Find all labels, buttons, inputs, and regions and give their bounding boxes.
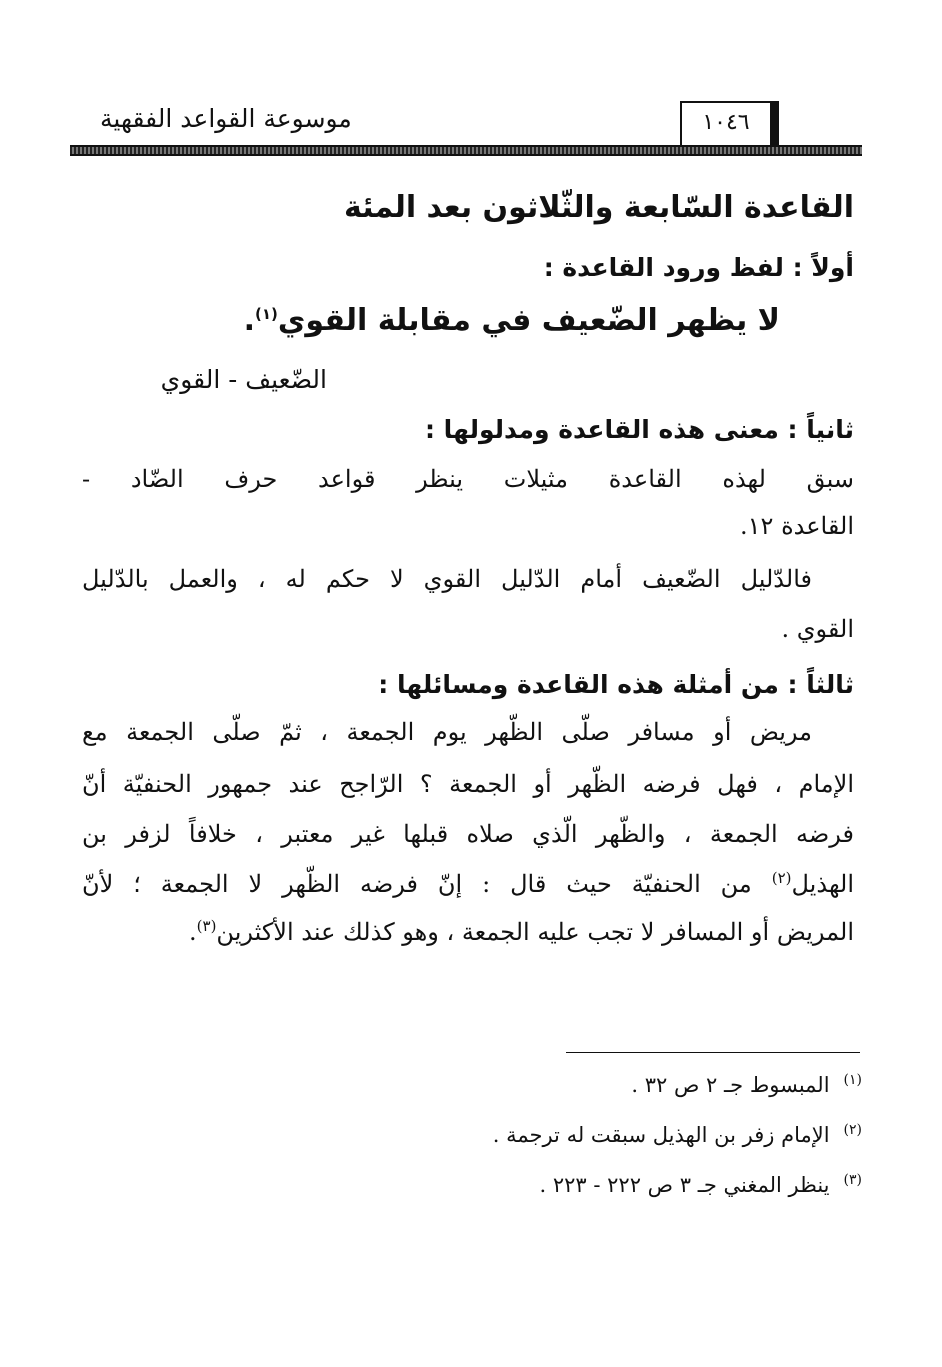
footnote-ref-3: (٣) [196, 917, 217, 935]
rule-keywords: الضّعيف - القوي [160, 365, 327, 394]
footnote-1 [631, 1072, 862, 1097]
footnote-1-text: المبسوط جـ ٢ ص ٣٢ . [631, 1073, 830, 1097]
page-number: ١٠٤٦ [702, 110, 750, 135]
footnote-3-mark: (٣) [843, 1172, 862, 1188]
page-number-box-shadow [772, 101, 779, 147]
meaning-line-4: القوي . [781, 615, 854, 643]
section-heading-examples: ثالثاً : من أمثلة هذه القاعدة ومسائلها : [378, 670, 854, 699]
example-line-4-start: الهذيل [791, 870, 854, 898]
footnote-ref-2: (٢) [771, 869, 792, 887]
meaning-line-3: فالدّليل الضّعيف أمام الدّليل القوي لا حكم له ، والعمل بالدّليل [82, 565, 812, 593]
example-line-5 [189, 918, 854, 946]
meaning-line-1: سبق لهذه القاعدة مثيلات ينظر قواعد حرف الضّاد - [82, 465, 854, 493]
footnote-1-mark: (١) [843, 1072, 862, 1088]
example-line-4-rest: من الحنفيّة حيث قال : إنّ فرضه الظّهر لا الجمعة ؛ لأنّ [82, 870, 752, 898]
rule-statement-end: . [243, 303, 256, 338]
footnote-3 [540, 1172, 863, 1197]
example-line-2: الإمام ، فهل فرضه الظّهر أو الجمعة ؟ الرّاجح عند جمهور الحنفيّة أنّ [82, 770, 854, 798]
rule-statement-text: لا يظهر الضّعيف في مقابلة القوي [277, 303, 780, 338]
footnote-ref-1: (١) [255, 305, 278, 323]
example-line-1: مريض أو مسافر صلّى الظّهر يوم الجمعة ، ثمّ صلّى الجمعة مع [82, 718, 812, 746]
example-line-5-text: المريض أو المسافر لا تجب عليه الجمعة ، وهو كذلك عند الأكثرين [216, 918, 854, 946]
rule-title: القاعدة السّابعة والثّلاثون بعد المئة [344, 190, 854, 225]
section-heading-meaning: ثانياً : معنى هذه القاعدة ومدلولها : [424, 415, 854, 444]
example-line-5-end: . [189, 918, 197, 946]
example-line-4 [82, 870, 854, 898]
meaning-line-2: القاعدة ١٢. [740, 512, 854, 540]
footnote-2-mark: (٢) [843, 1122, 862, 1138]
rule-statement [244, 303, 780, 338]
footnote-2-text: الإمام زفر بن الهذيل سبقت له ترجمة . [492, 1123, 830, 1147]
footnote-2 [493, 1122, 862, 1147]
running-header-title: موسوعة القواعد الفقهية [100, 104, 352, 133]
section-heading-wording: أولاً : لفظ ورود القاعدة : [543, 253, 854, 282]
footnote-3-text: ينظر المغني جـ ٣ ص ٢٢٢ - ٢٢٣ . [539, 1173, 830, 1197]
header-rule [70, 145, 862, 156]
example-line-3: فرضه الجمعة ، والظّهر الّذي صلاه قبلها غير معتبر ، خلافاً لزفر بن [82, 820, 854, 848]
footnote-separator [566, 1052, 860, 1053]
